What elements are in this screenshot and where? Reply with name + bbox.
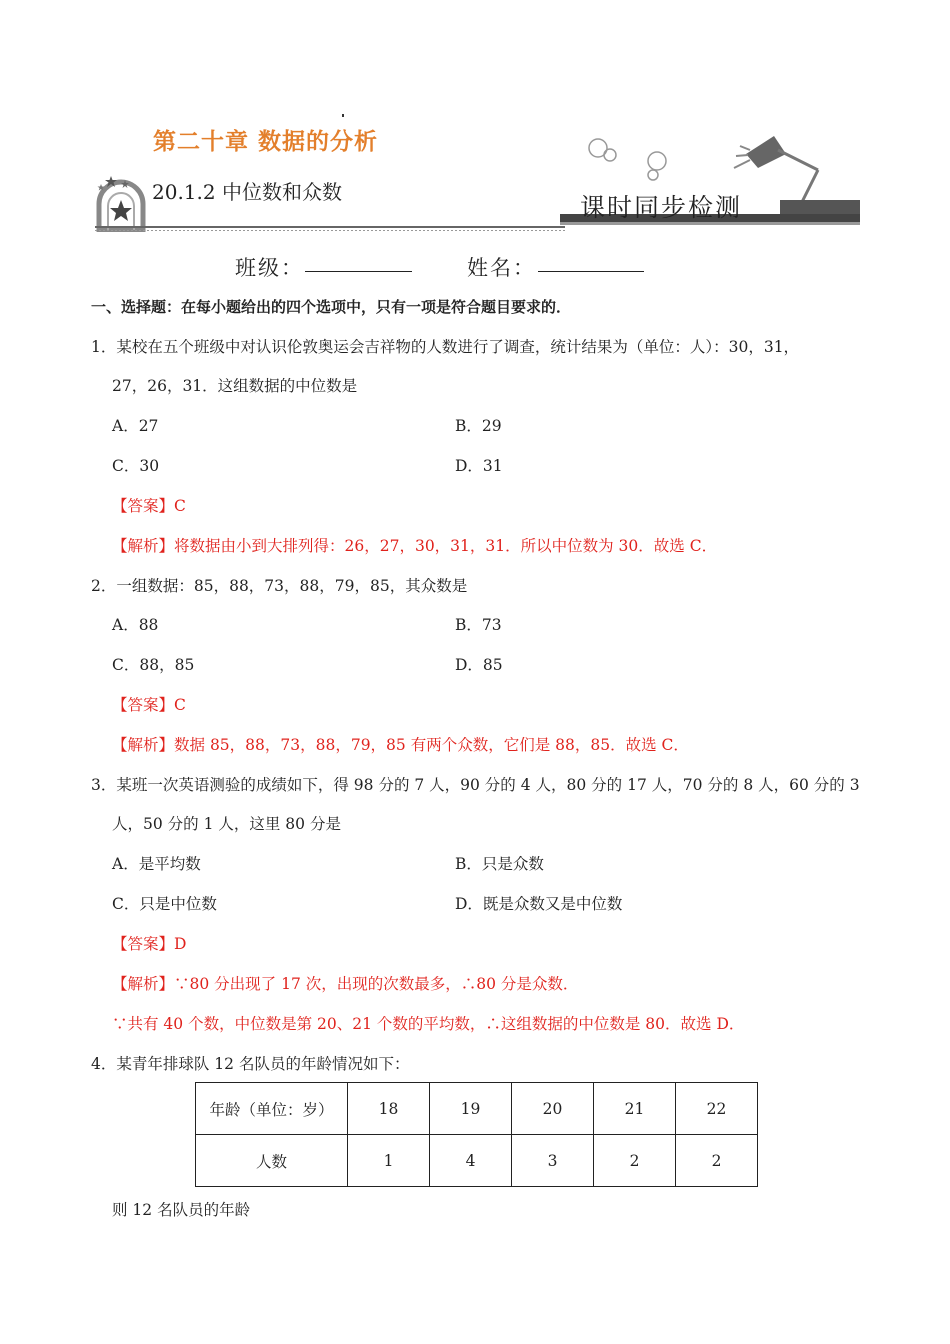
analysis-label: 【解析】 bbox=[112, 736, 175, 754]
header-divider bbox=[95, 226, 565, 232]
question-3-option-c: C．只是中位数 bbox=[112, 895, 217, 913]
question-1-option-d: D．31 bbox=[455, 457, 503, 475]
class-label: 班级： bbox=[235, 256, 304, 280]
question-1-option-a: A．27 bbox=[112, 417, 159, 435]
table-cell: 1 bbox=[348, 1135, 430, 1187]
question-3-analysis-cont: ∵共有 40 个数，中位数是第 20、21 个数的平均数，∴这组数据的中位数是 80．故选 D． bbox=[112, 1015, 745, 1033]
analysis-text: 将数据由小到大排列得：26，27，30，31，31．所以中位数为 30．故选 C． bbox=[174, 537, 718, 555]
table-row bbox=[196, 1083, 758, 1135]
name-label: 姓名： bbox=[467, 256, 536, 280]
table-cell: 3 bbox=[512, 1135, 594, 1187]
question-2-option-d: D．85 bbox=[455, 656, 503, 674]
question-2-stem: 2．一组数据：85，88，73，88，79，85，其众数是 bbox=[91, 577, 468, 595]
lesson-badge-text: 课时同步检测 bbox=[580, 193, 743, 222]
table-cell: 4 bbox=[430, 1135, 512, 1187]
chapter-title: 第二十章 数据的分析 bbox=[153, 129, 379, 155]
section-heading: 一、选择题：在每小题给出的四个选项中，只有一项是符合题目要求的． bbox=[91, 298, 572, 316]
analysis-label: 【解析】 bbox=[112, 537, 175, 555]
table-cell: 22 bbox=[676, 1083, 758, 1135]
question-1-analysis bbox=[112, 536, 717, 556]
question-3-option-d: D．既是众数又是中位数 bbox=[455, 895, 623, 913]
table-row-header: 年龄（单位：岁） bbox=[196, 1083, 348, 1135]
analysis-text: 数据 85，88，73，88，79，85 有两个众数，它们是 88，85．故选 C． bbox=[174, 736, 689, 754]
answer-value: D bbox=[174, 935, 187, 953]
question-1-option-c: C．30 bbox=[112, 457, 160, 475]
analysis-label: 【解析】 bbox=[112, 975, 175, 993]
question-2-option-b: B．73 bbox=[455, 616, 502, 634]
table-cell: 2 bbox=[594, 1135, 676, 1187]
question-1-option-b: B．29 bbox=[455, 417, 502, 435]
analysis-text: ∵80 分出现了 17 次，出现的次数最多，∴80 分是众数． bbox=[174, 975, 579, 993]
answer-value: C bbox=[174, 497, 186, 515]
table-cell: 19 bbox=[430, 1083, 512, 1135]
table-cell: 18 bbox=[348, 1083, 430, 1135]
section-title: 20.1.2 中位数和众数 bbox=[152, 180, 342, 204]
table-row-header: 人数 bbox=[196, 1135, 348, 1187]
question-3-stem-cont: 人，50 分的 1 人，这里 80 分是 bbox=[112, 815, 341, 833]
question-1-stem-cont: 27，26，31．这组数据的中位数是 bbox=[112, 377, 358, 395]
question-4-stem: 4．某青年排球队 12 名队员的年龄情况如下： bbox=[91, 1055, 410, 1073]
question-2-option-c: C．88，85 bbox=[112, 656, 195, 674]
class-field[interactable] bbox=[305, 271, 412, 272]
question-3-option-a: A．是平均数 bbox=[112, 855, 201, 873]
star-badge-icon bbox=[93, 170, 153, 232]
name-field[interactable] bbox=[538, 271, 644, 272]
question-1-answer bbox=[112, 496, 186, 516]
question-3-analysis bbox=[112, 974, 578, 994]
answer-label: 【答案】 bbox=[112, 497, 175, 515]
table-row bbox=[196, 1135, 758, 1187]
answer-label: 【答案】 bbox=[112, 696, 175, 714]
question-3-option-b: B．只是众数 bbox=[455, 855, 544, 873]
question-2-analysis bbox=[112, 735, 689, 755]
question-2-option-a: A．88 bbox=[112, 616, 159, 634]
header-tick bbox=[342, 114, 344, 117]
answer-value: C bbox=[174, 696, 186, 714]
question-3-answer bbox=[112, 934, 186, 954]
table-cell: 21 bbox=[594, 1083, 676, 1135]
question-3-stem: 3．某班一次英语测验的成绩如下，得 98 分的 7 人，90 分的 4 人，80 分的 17 人，70 分的 8 人，60 分的 3 bbox=[91, 776, 860, 794]
table-cell: 20 bbox=[512, 1083, 594, 1135]
age-table bbox=[195, 1082, 758, 1187]
answer-label: 【答案】 bbox=[112, 935, 175, 953]
question-2-answer bbox=[112, 695, 186, 715]
question-1-stem: 1．某校在五个班级中对认识伦敦奥运会吉祥物的人数进行了调查，统计结果为（单位：人）：30，31， bbox=[91, 338, 800, 356]
table-cell: 2 bbox=[676, 1135, 758, 1187]
question-4-followup: 则 12 名队员的年龄 bbox=[112, 1201, 251, 1219]
